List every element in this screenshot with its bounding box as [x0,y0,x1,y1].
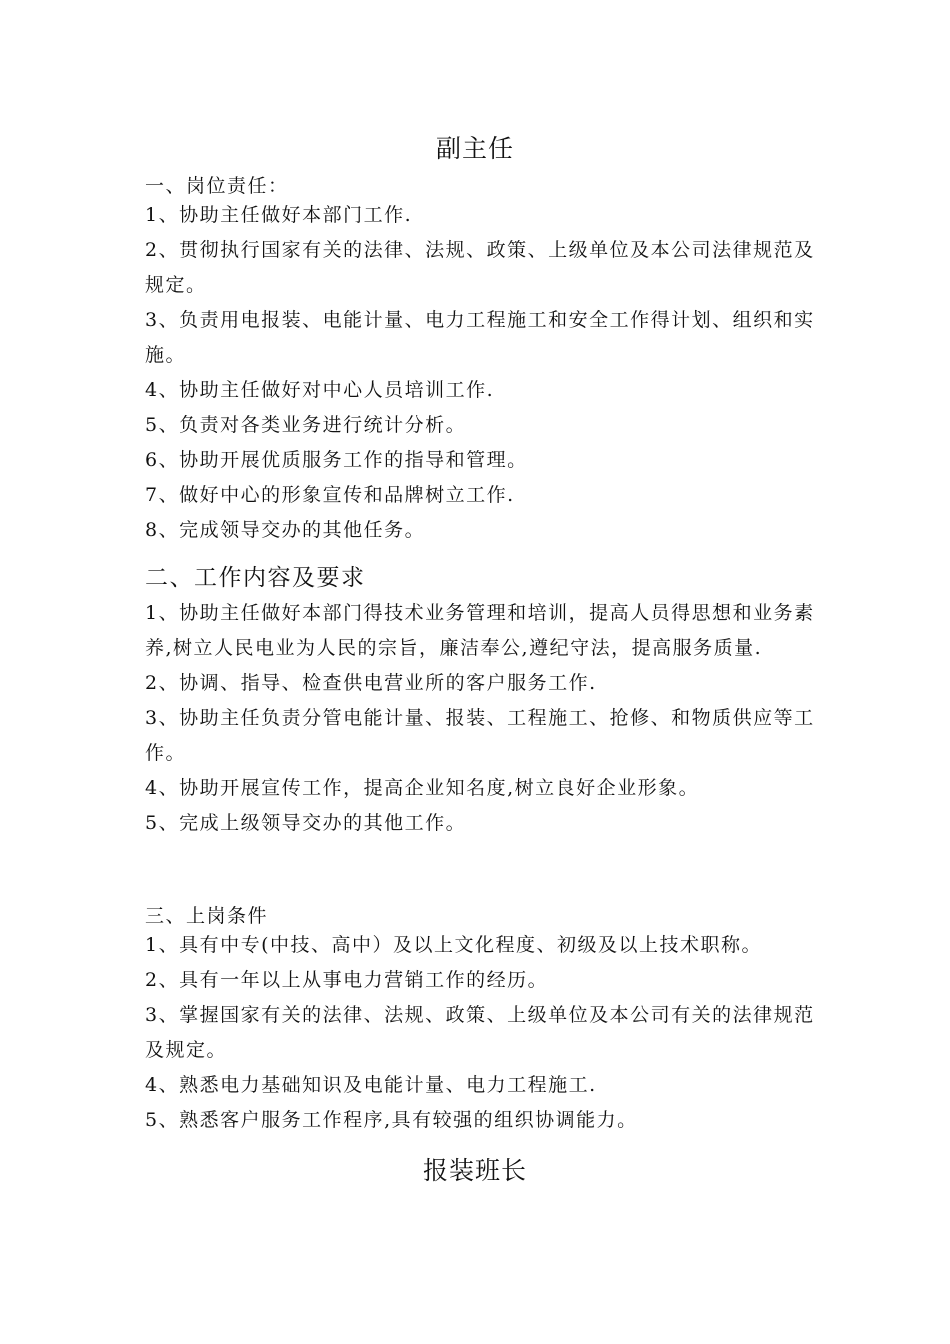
content-body [145,174,815,841]
content-body-section3 [145,904,815,1138]
section1-item-7: 7、做好中心的形象宣传和品牌树立工作. [145,484,515,506]
section3-item-3: 3、掌握国家有关的法律、法规、政策、上级单位及本公司有关的法律规范及规定。 [145,1004,815,1061]
section1-item-5: 5、负责对各类业务进行统计分析。 [145,414,467,436]
section1-item-3: 3、负责用电报装、电能计量、电力工程施工和安全工作得计划、组织和实施。 [145,309,815,366]
title-installation-team-leader: 报装班长 [422,1156,527,1185]
section1-item-6: 6、协助开展优质服务工作的指导和管理。 [145,449,528,471]
section3-item-4: 4、熟悉电力基础知识及电能计量、电力工程施工. [145,1074,597,1096]
section1-item-4: 4、协助主任做好对中心人员培训工作. [145,379,495,401]
section2-item-5: 5、完成上级领导交办的其他工作。 [145,812,467,834]
section3-item-5: 5、熟悉客户服务工作程序,具有较强的组织协调能力。 [145,1109,638,1131]
section2-item-2: 2、协调、指导、检查供电营业所的客户服务工作. [145,672,597,694]
section3-item-2: 2、具有一年以上从事电力营销工作的经历。 [145,969,549,991]
section3-heading: 三、上岗条件 [145,905,269,927]
title-deputy-director: 副主任 [435,134,514,163]
section1-heading: 一、岗位责任： [145,175,289,197]
section2-item-3: 3、协助主任负责分管电能计量、报装、工程施工、抢修、和物质供应等工作。 [145,707,815,764]
section2-item-1: 1、协助主任做好本部门得技术业务管理和培训，提高人员得思想和业务素养,树立人民电业为人民的宗旨，廉洁奉公,遵纪守法，提高服务质量. [145,602,815,659]
section1-item-2: 2、贯彻执行国家有关的法律、法规、政策、上级单位及本公司法律规范及规定。 [145,239,815,296]
section2-heading: 二、工作内容及要求 [145,565,366,591]
section2-item-4: 4、协助开展宣传工作，提高企业知名度,树立良好企业形象。 [145,777,700,799]
section1-item-1: 1、协助主任做好本部门工作. [145,204,413,226]
section3-item-1: 1、具有中专(中技、高中）及以上文化程度、初级及以上技术职称。 [145,934,763,956]
section1-item-8: 8、完成领导交办的其他任务。 [145,519,426,541]
